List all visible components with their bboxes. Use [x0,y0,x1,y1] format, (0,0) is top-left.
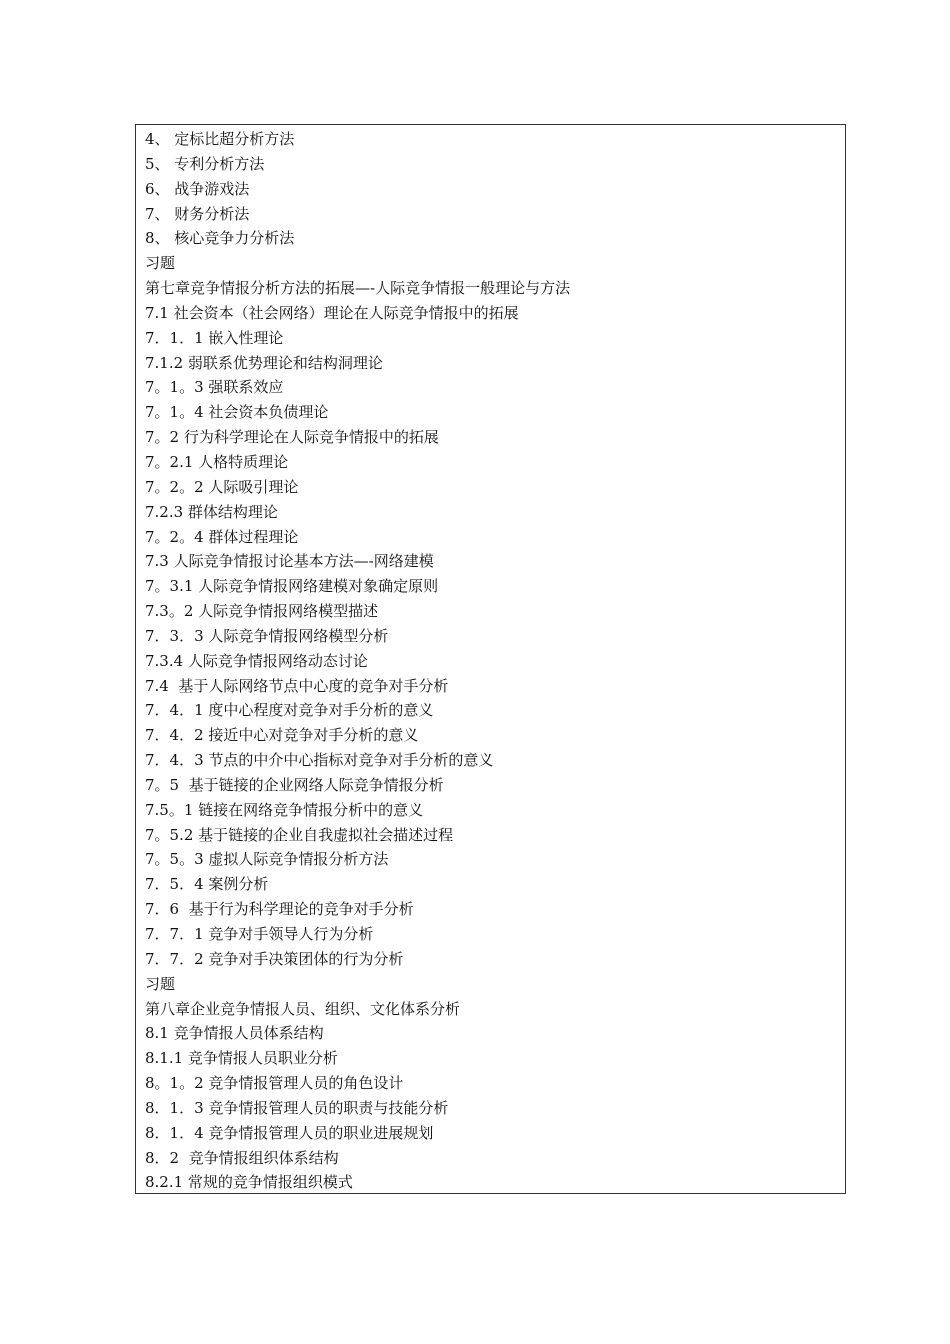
text-line: 7。3.1 人际竞争情报网络建模对象确定原则 [145,577,439,596]
text-line: 习题 [145,254,176,273]
content-box [135,124,846,1194]
text-line: 7．4．3 节点的中介中心指标对竞争对手分析的意义 [145,751,494,770]
text-line: 8．2 竞争情报组织体系结构 [145,1148,339,1167]
text-line: 8.1.1 竞争情报人员职业分析 [145,1049,338,1068]
text-line: 5、 专利分析方法 [145,154,265,173]
text-line: 7.5。1 链接在网络竞争情报分析中的意义 [145,800,424,819]
text-line: 7．5．4 案例分析 [145,875,269,894]
text-line: 7．1．1 嵌入性理论 [145,328,284,347]
text-line: 8.1 竞争情报人员体系结构 [145,1024,324,1043]
text-line: 7.4 基于人际网络节点中心度的竞争对手分析 [145,676,449,695]
chapter-heading: 第七章竞争情报分析方法的拓展—-人际竞争情报一般理论与方法 [145,279,571,298]
text-line: 7.3。2 人际竞争情报网络模型描述 [145,602,379,621]
chapter-heading: 第八章企业竞争情报人员、组织、文化体系分析 [145,999,461,1018]
text-line: 7.1.2 弱联系优势理论和结构洞理论 [145,353,383,372]
text-line: 7。5 基于链接的企业网络人际竞争情报分析 [145,775,444,794]
text-line: 7．4．2 接近中心对竞争对手分析的意义 [145,726,419,745]
text-line: 7．7．2 竞争对手决策团体的行为分析 [145,949,404,968]
text-line: 8.2.1 常规的竞争情报组织模式 [145,1173,353,1192]
text-line: 4、 定标比超分析方法 [145,130,295,148]
text-line: 7。2.1 人格特质理论 [145,452,289,471]
text-line: 习题 [145,974,176,993]
text-line: 7。1。4 社会资本负债理论 [145,403,329,422]
text-line: 7。5。3 虚拟人际竞争情报分析方法 [145,850,389,869]
text-line: 7.3.4 人际竞争情报网络动态讨论 [145,651,368,670]
text-line: 6、 战争游戏法 [145,179,250,198]
text-line: 7。2。4 群体过程理论 [145,527,299,546]
text-line: 8、 核心竞争力分析法 [145,229,295,248]
text-line: 7。1。3 强联系效应 [145,378,284,397]
text-line: 7。2。2 人际吸引理论 [145,477,299,496]
text-line: 7.2.3 群体结构理论 [145,502,278,521]
text-line: 7。5.2 基于链接的企业自我虚拟社会描述过程 [145,825,454,844]
text-line: 7.3 人际竞争情报讨论基本方法—-网络建模 [145,552,434,571]
text-line: 8。1。2 竞争情报管理人员的角色设计 [145,1074,404,1093]
text-line: 7．6 基于行为科学理论的竞争对手分析 [145,900,414,919]
text-line: 7．3．3 人际竞争情报网络模型分析 [145,626,389,645]
text-line: 7．7．1 竞争对手领导人行为分析 [145,925,374,943]
text-line: 7。2 行为科学理论在人际竞争情报中的拓展 [145,428,439,447]
text-line: 7.1 社会资本（社会网络）理论在人际竞争情报中的拓展 [145,303,519,322]
text-line: 8．1．4 竞争情报管理人员的职业进展规划 [145,1123,434,1142]
text-line: 7、 财务分析法 [145,204,250,223]
text-line: 8．1．3 竞争情报管理人员的职责与技能分析 [145,1098,449,1117]
text-line: 7．4．1 度中心程度对竞争对手分析的意义 [145,701,434,720]
